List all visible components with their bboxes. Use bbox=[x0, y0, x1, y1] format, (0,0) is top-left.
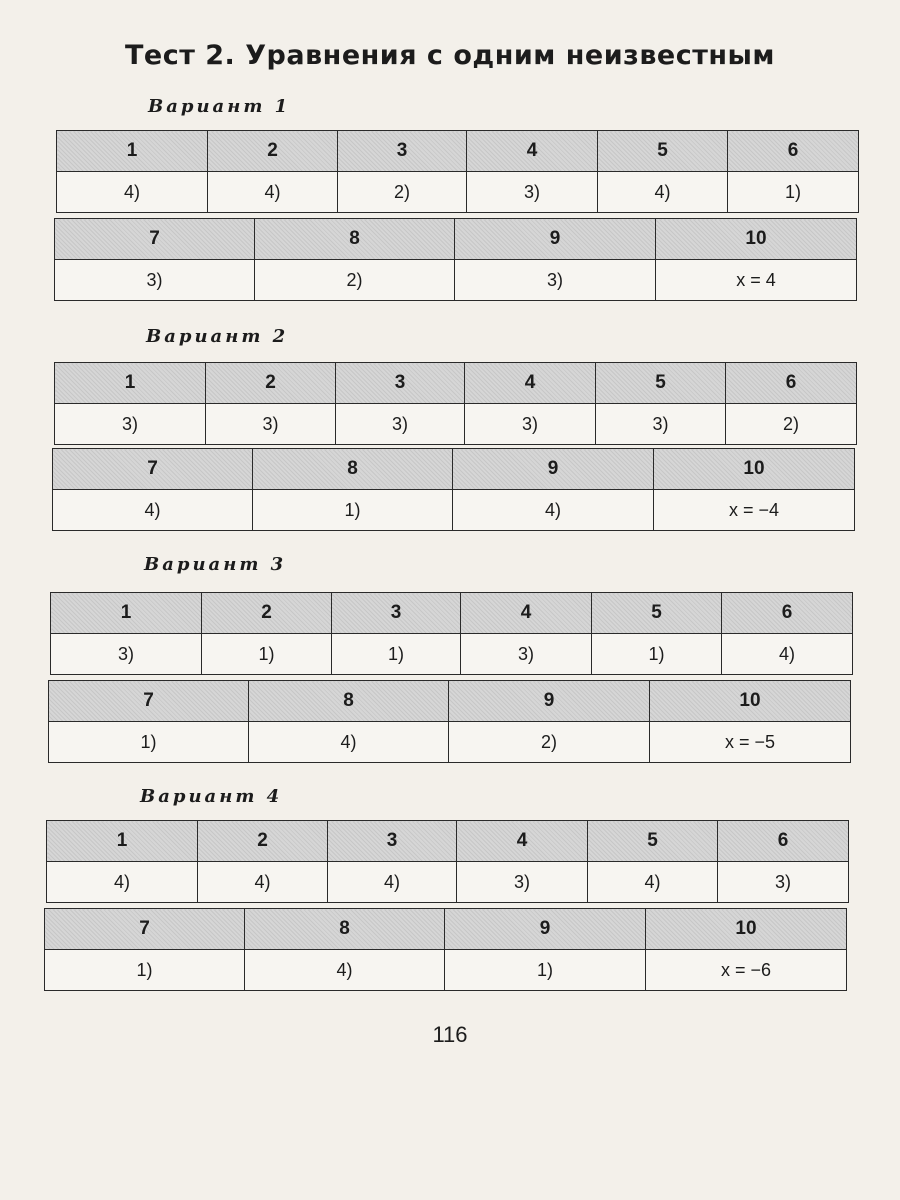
page-number: 116 bbox=[432, 1022, 468, 1047]
question-number: 8 bbox=[253, 449, 453, 490]
answer-cell: 1) bbox=[202, 634, 332, 675]
question-number: 2 bbox=[206, 363, 336, 404]
question-number: 8 bbox=[249, 681, 449, 722]
answer-cell: 3) bbox=[55, 260, 255, 301]
answer-cell: 2) bbox=[726, 404, 857, 445]
answer-cell: 3) bbox=[718, 862, 849, 903]
question-number: 6 bbox=[722, 593, 853, 634]
question-number: 3 bbox=[336, 363, 465, 404]
question-number: 3 bbox=[332, 593, 461, 634]
question-number: 7 bbox=[45, 909, 245, 950]
question-number: 10 bbox=[646, 909, 847, 950]
answer-cell: x = −5 bbox=[650, 722, 851, 763]
question-number: 9 bbox=[455, 219, 656, 260]
answer-cell: 4) bbox=[47, 862, 198, 903]
question-number: 1 bbox=[47, 821, 198, 862]
answer-cell: 3) bbox=[206, 404, 336, 445]
answer-cell: 4) bbox=[722, 634, 853, 675]
question-number: 1 bbox=[51, 593, 202, 634]
variant-1-table-7-10 bbox=[54, 218, 857, 301]
variant-4-table-7-10 bbox=[44, 908, 847, 991]
question-number: 4 bbox=[465, 363, 596, 404]
question-number: 2 bbox=[198, 821, 328, 862]
question-number: 6 bbox=[728, 131, 859, 172]
answer-cell: 1) bbox=[728, 172, 859, 213]
question-number: 4 bbox=[461, 593, 592, 634]
question-number: 5 bbox=[592, 593, 722, 634]
variant-3-label: Вариант 3 bbox=[144, 554, 287, 575]
variant-4-table-1-6 bbox=[46, 820, 849, 903]
question-number: 10 bbox=[656, 219, 857, 260]
variant-1-label: Вариант 1 bbox=[148, 96, 291, 117]
question-number: 1 bbox=[55, 363, 206, 404]
answer-cell: 1) bbox=[49, 722, 249, 763]
answer-cell: 3) bbox=[461, 634, 592, 675]
question-number: 9 bbox=[449, 681, 650, 722]
question-number: 8 bbox=[245, 909, 445, 950]
answer-cell: 4) bbox=[328, 862, 457, 903]
answer-cell: 1) bbox=[592, 634, 722, 675]
answer-cell: 4) bbox=[588, 862, 718, 903]
variant-2-table-7-10 bbox=[52, 448, 855, 531]
question-number: 9 bbox=[453, 449, 654, 490]
answer-cell: 4) bbox=[53, 490, 253, 531]
answer-cell: 2) bbox=[449, 722, 650, 763]
question-number: 7 bbox=[49, 681, 249, 722]
variant-3-table-1-6 bbox=[50, 592, 853, 675]
answer-cell: x = 4 bbox=[656, 260, 857, 301]
question-number: 5 bbox=[588, 821, 718, 862]
variant-2-label: Вариант 2 bbox=[146, 326, 289, 347]
question-number: 6 bbox=[718, 821, 849, 862]
variant-4-label: Вариант 4 bbox=[140, 786, 283, 807]
answer-cell: 4) bbox=[598, 172, 728, 213]
page-title: Тест 2. Уравнения с одним неизвестным bbox=[124, 40, 776, 71]
answer-cell: 1) bbox=[332, 634, 461, 675]
question-number: 8 bbox=[255, 219, 455, 260]
answer-cell: 3) bbox=[51, 634, 202, 675]
answer-cell: 4) bbox=[249, 722, 449, 763]
question-number: 2 bbox=[202, 593, 332, 634]
answer-cell: 3) bbox=[336, 404, 465, 445]
answer-cell: 3) bbox=[55, 404, 206, 445]
question-number: 3 bbox=[338, 131, 467, 172]
question-number: 1 bbox=[57, 131, 208, 172]
answer-cell: 1) bbox=[445, 950, 646, 991]
answer-cell: 4) bbox=[208, 172, 338, 213]
question-number: 9 bbox=[445, 909, 646, 950]
answer-cell: 3) bbox=[465, 404, 596, 445]
answer-cell: 3) bbox=[457, 862, 588, 903]
variant-2-table-1-6 bbox=[54, 362, 857, 445]
question-number: 2 bbox=[208, 131, 338, 172]
answer-cell: 4) bbox=[245, 950, 445, 991]
question-number: 10 bbox=[654, 449, 855, 490]
question-number: 4 bbox=[467, 131, 598, 172]
answer-cell: 3) bbox=[467, 172, 598, 213]
question-number: 5 bbox=[596, 363, 726, 404]
answer-cell: 1) bbox=[45, 950, 245, 991]
answer-cell: 3) bbox=[596, 404, 726, 445]
question-number: 7 bbox=[55, 219, 255, 260]
question-number: 7 bbox=[53, 449, 253, 490]
answer-cell: 4) bbox=[57, 172, 208, 213]
answer-cell: 2) bbox=[255, 260, 455, 301]
answer-cell: 4) bbox=[453, 490, 654, 531]
answer-cell: x = −6 bbox=[646, 950, 847, 991]
question-number: 3 bbox=[328, 821, 457, 862]
question-number: 4 bbox=[457, 821, 588, 862]
question-number: 5 bbox=[598, 131, 728, 172]
variant-3-table-7-10 bbox=[48, 680, 851, 763]
answer-cell: 2) bbox=[338, 172, 467, 213]
answer-cell: 3) bbox=[455, 260, 656, 301]
answer-cell: 1) bbox=[253, 490, 453, 531]
variant-1-table-1-6 bbox=[56, 130, 859, 213]
answer-cell: x = −4 bbox=[654, 490, 855, 531]
answer-cell: 4) bbox=[198, 862, 328, 903]
question-number: 6 bbox=[726, 363, 857, 404]
question-number: 10 bbox=[650, 681, 851, 722]
